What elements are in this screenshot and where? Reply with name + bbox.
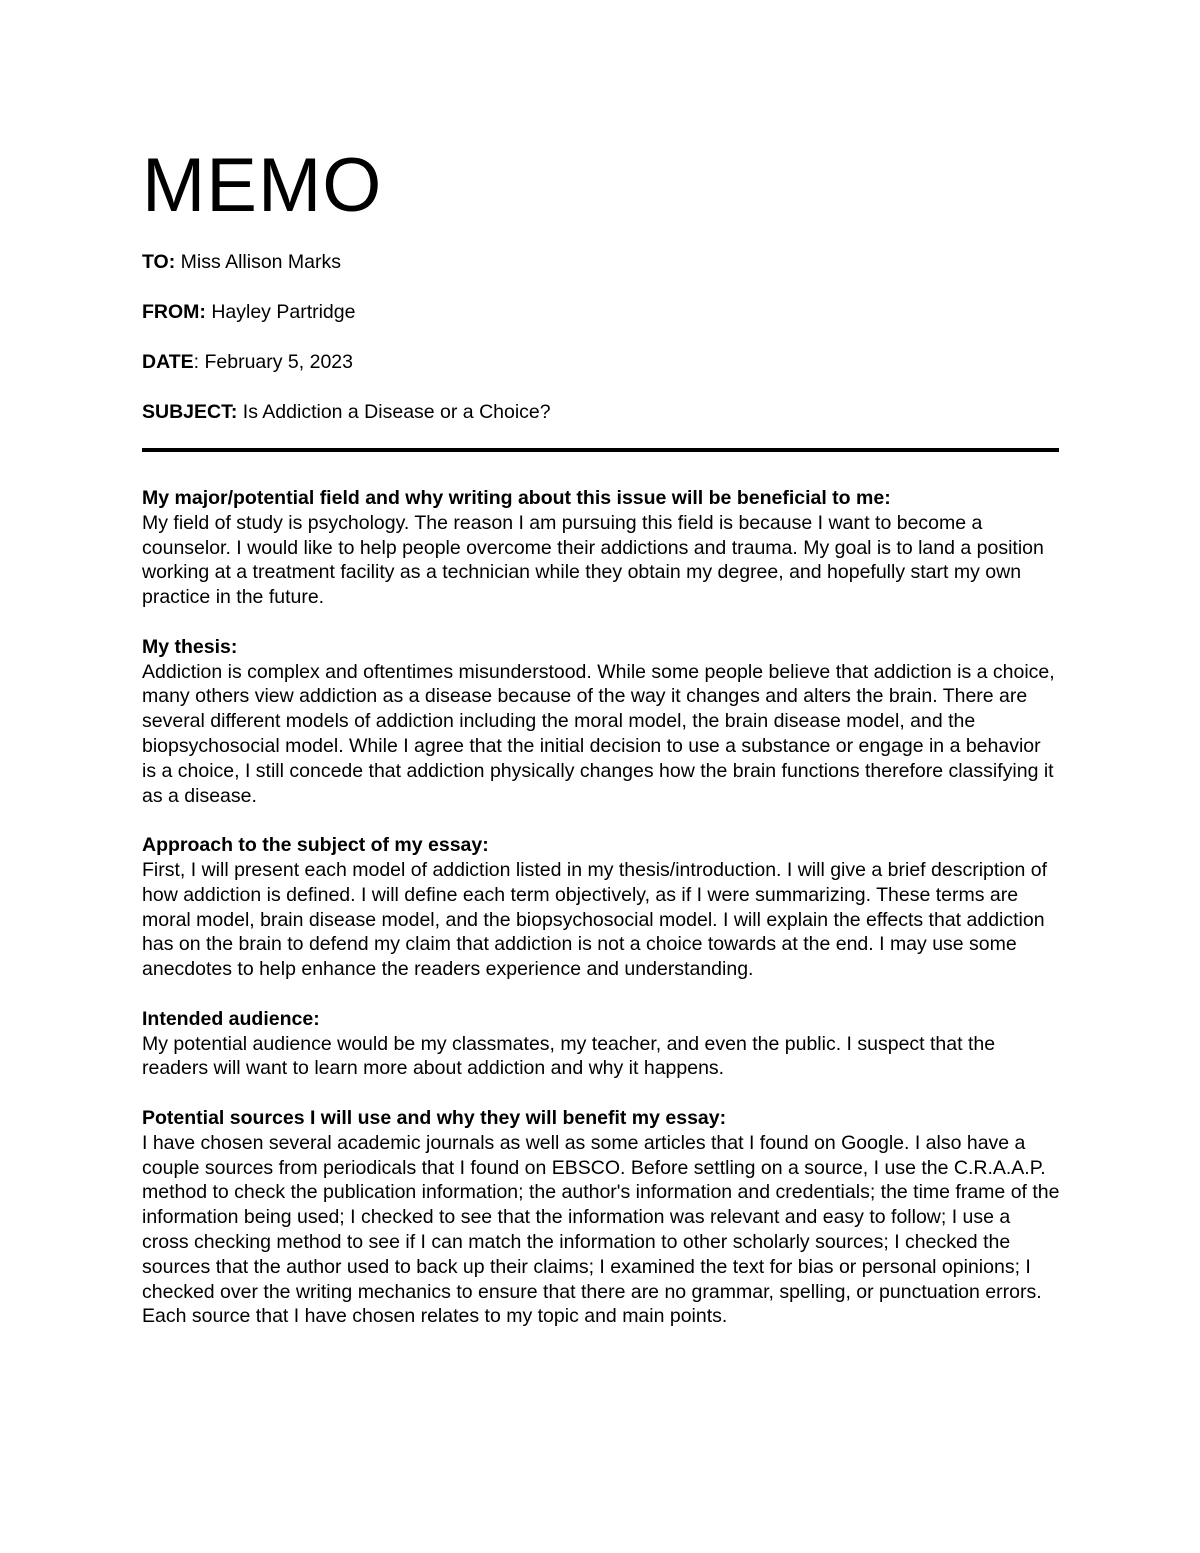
from-line: [142, 300, 355, 324]
memo-title: MEMO: [142, 143, 383, 228]
section-heading: Potential sources I will use and why they will benefit my essay:: [142, 1106, 727, 1129]
section-heading: My thesis:: [142, 635, 238, 658]
date-line: [142, 350, 353, 374]
to-label: TO:: [142, 251, 176, 273]
section-approach: [142, 833, 1060, 982]
section-text: I have chosen several academic journals as well as some articles that I found on Google. I also have a couple sources from periodicals that I found on EBSCO. Before settling on a source, I use the C.R.A.A.P. method to check the publication information; the author's information and credentials; the time frame of the information being used; I checked to see that the information was relevant and easy to follow; I use a cross checking method to see if I can match the information to other scholarly sources; I checked the sources that the author used to back up their claims; I examined the text for bias or personal opinions; I checked over the writing mechanics to ensure that there are no grammar, spelling, or punctuation errors. Each source that I have chosen relates to my topic and main points.: [142, 1131, 1060, 1328]
section-sources: [142, 1106, 1060, 1329]
date-value: : February 5, 2023: [193, 351, 353, 373]
to-line: [142, 250, 341, 274]
to-value: Miss Allison Marks: [175, 251, 342, 273]
section-text: My potential audience would be my classmates, my teacher, and even the public. I suspect that the readers will want to learn more about addiction and why it happens.: [142, 1032, 996, 1080]
section-thesis: [142, 635, 1060, 809]
from-value: Hayley Partridge: [205, 301, 356, 323]
section-text: Addiction is complex and oftentimes misunderstood. While some people believe that addiction is a choice, many others view addiction as a disease because of the way it changes and alters the brain. There are several different models of addiction including the moral model, the brain disease model, and the biopsychosocial model. While I agree that the initial decision to use a substance or engage in a behavior is a choice, I still concede that addiction physically changes how the brain functions therefore classifying it as a disease.: [142, 660, 1055, 807]
section-heading: Intended audience:: [142, 1007, 320, 1030]
from-label: FROM:: [142, 301, 206, 323]
section-major: [142, 486, 1060, 610]
section-heading: My major/potential field and why writing about this issue will be beneficial to me:: [142, 487, 891, 509]
section-text: First, I will present each model of addiction listed in my thesis/introduction. I will give a brief description of how addiction is defined. I will define each term objectively, as if I were summarizing. These terms are moral model, brain disease model, and the biopsychosocial model. I will explain the effects that addiction has on the brain to defend my claim that addiction is not a choice towards at the end. I may use some anecdotes to help enhance the readers experience and understanding.: [142, 858, 1047, 981]
date-label: DATE: [142, 351, 194, 373]
subject-value: Is Addiction a Disease or a Choice?: [237, 401, 551, 423]
subject-label: SUBJECT:: [142, 401, 238, 423]
header-divider: [142, 448, 1059, 452]
memo-body: [142, 486, 1060, 1354]
section-audience: [142, 1007, 1060, 1081]
subject-line: [142, 400, 551, 424]
section-text: My field of study is psychology. The reason I am pursuing this field is because I want to become a counselor. I would like to help people overcome their addictions and trauma. My goal is to land a position working at a treatment facility as a technician while they obtain my degree, and hopefully start my own practice in the future.: [142, 511, 1044, 609]
section-heading: Approach to the subject of my essay:: [142, 834, 489, 857]
